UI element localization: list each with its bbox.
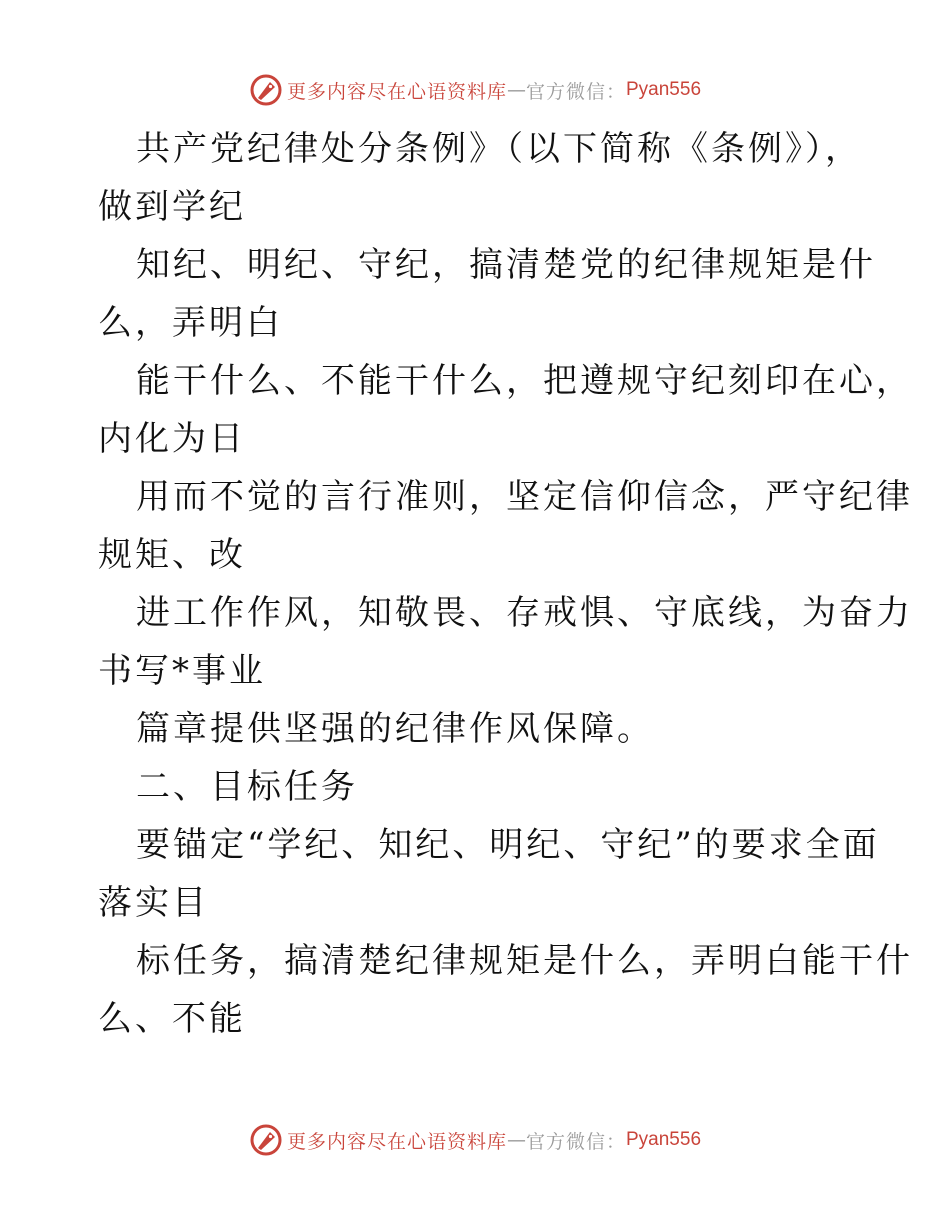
header-wechat-label: 官方微信： — [525, 80, 626, 103]
body-line: 书写*事业 — [98, 651, 266, 691]
header-account: Pyan556 — [626, 79, 702, 100]
body-line: 标任务，搞清楚纪律规矩是什么，弄明白能干什 — [136, 941, 913, 981]
body-line: 篇章提供坚强的纪律作风保障。 — [136, 709, 654, 749]
body-line: 做到学纪 — [98, 187, 246, 227]
section-heading: 二、目标任务 — [136, 767, 358, 807]
body-line: 知纪、明纪、守纪，搞清楚党的纪律规矩是什 — [136, 245, 876, 285]
body-line: 规矩、改 — [98, 535, 246, 575]
body-line: 么、不能 — [98, 999, 246, 1039]
pen-nib-logo-icon — [249, 1123, 283, 1157]
body-line: 要锚定“学纪、知纪、明纪、守纪”的要求全面 — [136, 825, 880, 865]
footer-account: Pyan556 — [626, 1129, 702, 1150]
header-separator: — — [506, 79, 526, 101]
header-banner — [0, 70, 950, 110]
body-line: 能干什么、不能干什么，把遵规守纪刻印在心， — [136, 361, 913, 401]
body-line: 落实目 — [98, 883, 209, 923]
pen-nib-logo-icon — [249, 73, 283, 107]
footer-separator: — — [506, 1129, 526, 1151]
body-line: 内化为日 — [98, 419, 246, 459]
body-line: 进工作作风，知敬畏、存戒惧、守底线，为奋力 — [136, 593, 913, 633]
document-body — [98, 120, 913, 1048]
body-line: 么，弄明白 — [98, 303, 283, 343]
footer-banner — [0, 1120, 950, 1160]
footer-wechat-label: 官方微信： — [525, 1130, 626, 1153]
header-site-text: 更多内容尽在心语资料库 — [286, 80, 507, 103]
body-line: 共产党纪律处分条例》（以下简称《条例》）， — [136, 129, 862, 169]
footer-site-text: 更多内容尽在心语资料库 — [286, 1130, 507, 1153]
body-line: 用而不觉的言行准则，坚定信仰信念，严守纪律 — [136, 477, 913, 517]
